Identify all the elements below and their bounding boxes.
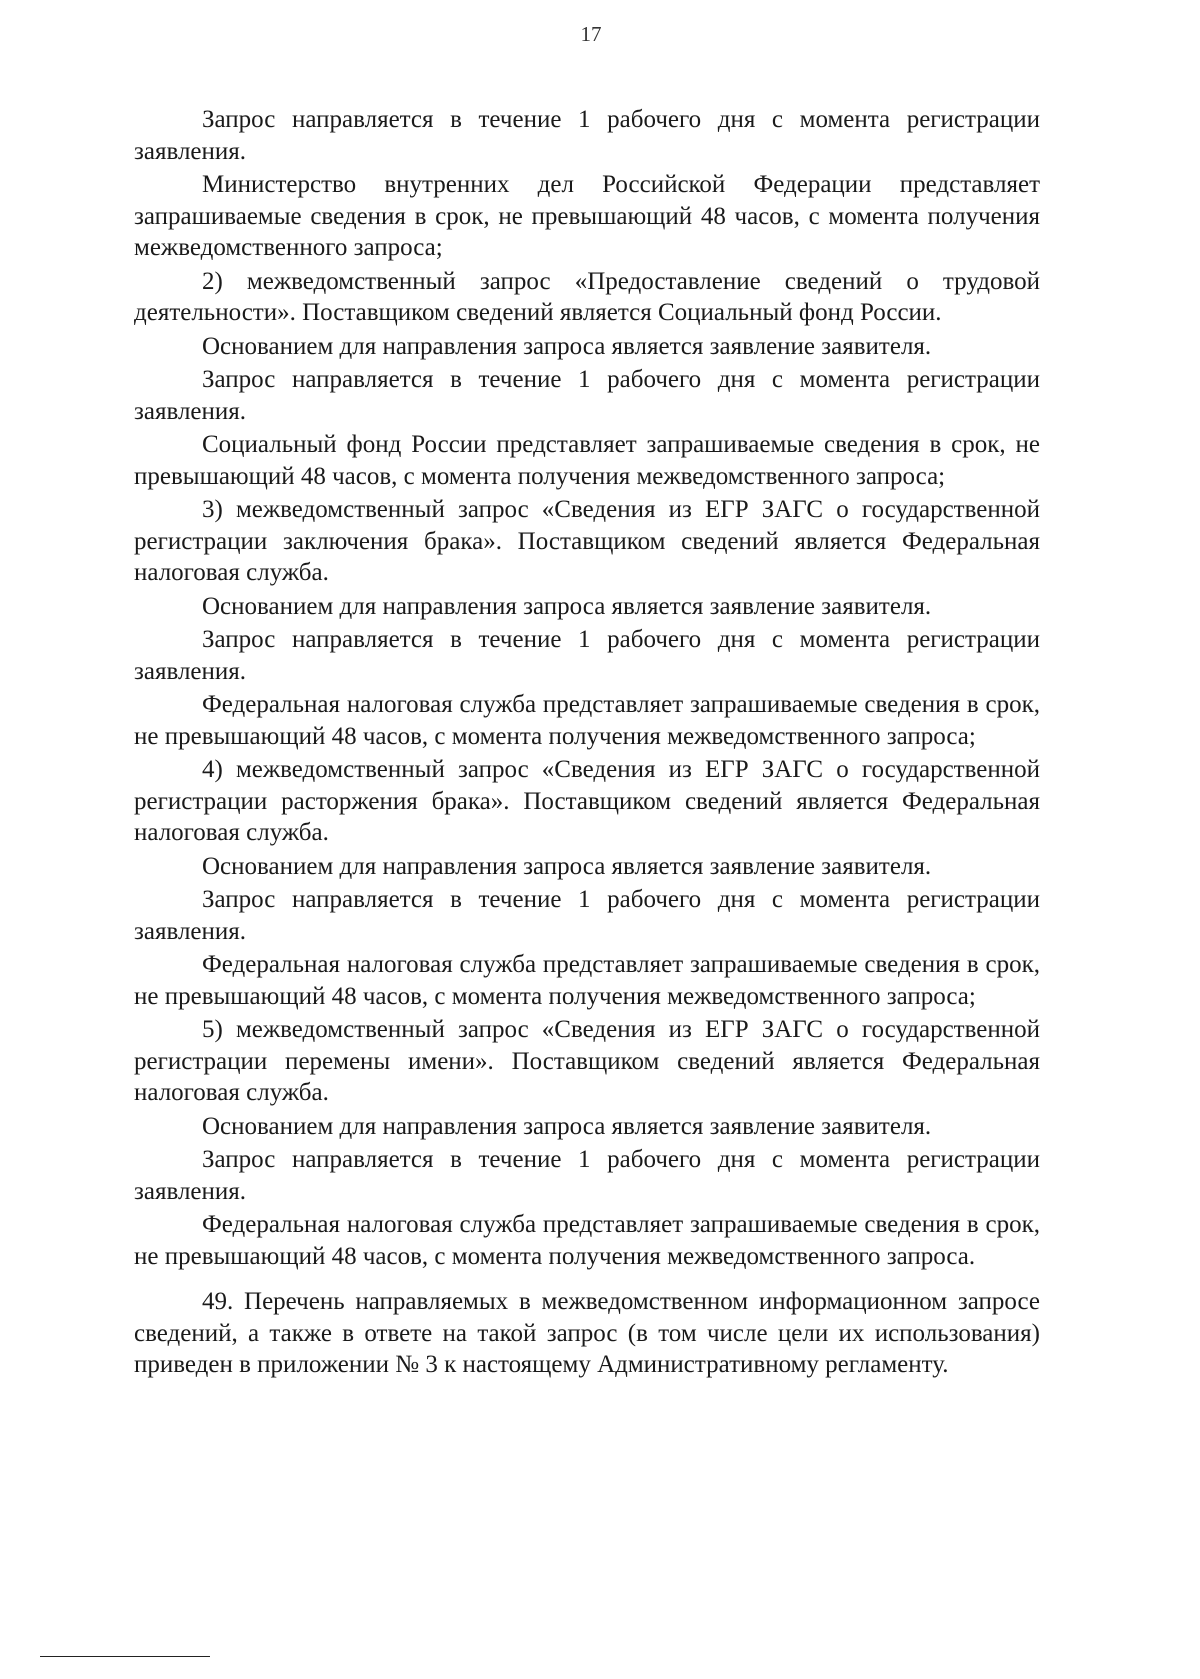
list-item-4: 4) межведомственный запрос «Сведения из ЕГР ЗАГС о государственной регистрации расторжения брака». Поставщиком сведений является Федеральная налоговая служба. <box>134 756 1040 846</box>
list-item-5: 5) межведомственный запрос «Сведения из ЕГР ЗАГС о государственной регистрации перемены имени». Поставщиком сведений является Федеральная налоговая служба. <box>134 1016 1040 1106</box>
list-item-3: 3) межведомственный запрос «Сведения из ЕГР ЗАГС о государственной регистрации заключения брака». Поставщиком сведений является Федеральная налоговая служба. <box>134 496 1040 586</box>
paragraph: Запрос направляется в течение 1 рабочего дня с момента регистрации заявления. <box>134 1146 1040 1205</box>
paragraph: Основанием для направления запроса является заявление заявителя. <box>202 1112 932 1140</box>
paragraph: Запрос направляется в течение 1 рабочего дня с момента регистрации заявления. <box>134 626 1040 685</box>
section-49: 49. Перечень направляемых в межведомственном информационном запросе сведений, а также в ответе на такой запрос (в том числе цели их использования) приведен в приложении № 3 к настоящему Административному регламенту. <box>134 1288 1040 1378</box>
page-number: 17 <box>580 22 602 46</box>
footer-rule <box>40 1656 210 1657</box>
paragraph: Федеральная налоговая служба представляет запрашиваемые сведения в срок, не превышающий 48 часов, с момента получения межведомственного запроса; <box>134 691 1040 750</box>
paragraph: Основанием для направления запроса является заявление заявителя. <box>202 592 932 620</box>
list-item-2: 2) межведомственный запрос «Предоставление сведений о трудовой деятельности». Поставщиком сведений является Социальный фонд России. <box>134 267 1040 326</box>
paragraph: Запрос направляется в течение 1 рабочего дня с момента регистрации заявления. <box>134 366 1040 425</box>
paragraph: Федеральная налоговая служба представляет запрашиваемые сведения в срок, не превышающий 48 часов, с момента получения межведомственного запроса; <box>134 951 1040 1010</box>
paragraph: Запрос направляется в течение 1 рабочего дня с момента регистрации заявления. <box>134 886 1040 945</box>
paragraph: Социальный фонд России представляет запрашиваемые сведения в срок, не превышающий 48 часов, с момента получения межведомственного запроса; <box>134 431 1040 490</box>
paragraph: Министерство внутренних дел Российской Федерации представляет запрашиваемые сведения в срок, не превышающий 48 часов, с момента получения межведомственного запроса; <box>134 171 1040 261</box>
paragraph: Основанием для направления запроса является заявление заявителя. <box>202 852 932 880</box>
document-body <box>134 104 1040 1383</box>
paragraph: Основанием для направления запроса является заявление заявителя. <box>202 332 932 360</box>
paragraph: Федеральная налоговая служба представляет запрашиваемые сведения в срок, не превышающий 48 часов, с момента получения межведомственного запроса. <box>134 1211 1040 1270</box>
paragraph: Запрос направляется в течение 1 рабочего дня с момента регистрации заявления. <box>134 106 1040 165</box>
